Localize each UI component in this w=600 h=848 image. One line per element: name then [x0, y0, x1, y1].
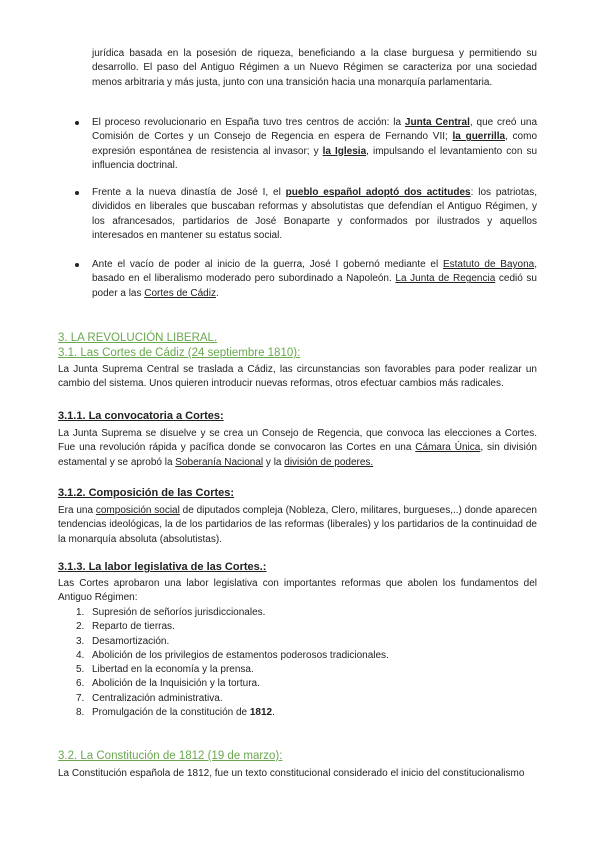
continued-paragraph: jurídica basada en la posesión de riqueza, beneficiando a la clase burguesa y permitiendo su desarrollo. El paso del Antiguo Régimen a un Nuevo Régimen se caracteriza por una sociedad menos arbitraria y más justa, junto con una transición hacia una monarquía parlamentaria.	[92, 48, 537, 88]
link-cortes-cadiz[interactable]: Cortes de Cádiz	[144, 287, 216, 299]
section-title-3-1: 3.1. Las Cortes de Cádiz (24 septiembre 1810):	[58, 347, 301, 359]
heading-3-1-2: 3.1.2. Composición de las Cortes:	[58, 487, 235, 499]
bullet-item-centers: El proceso revolucionario en España tuvo tres centros de acción: la Junta Central, que creó una Comisión de Cortes y un Consejo de Regencia en espera de Fernando VII; la guerrilla, como expresión espontánea de resistencia al invasor; y la Iglesia, impulsando el levantamiento con su influencia doctrinal.	[92, 116, 537, 173]
link-estatuto-bayona[interactable]: Estatuto de Bayona	[442, 259, 535, 270]
list-item: 4. Abolición de los privilegios de estamentos poderosos tradicionales.	[76, 649, 389, 661]
list-item: 8. Promulgación de la constitución de 1812.	[76, 707, 275, 719]
link-pueblo-actitudes[interactable]: pueblo español adoptó dos actitudes	[285, 187, 471, 198]
link-junta-regencia[interactable]: La Junta de Regencia	[395, 273, 496, 285]
link-camara-unica[interactable]: Cámara Única	[415, 442, 481, 454]
heading-3-1-1: 3.1.1. La convocatoria a Cortes:	[58, 410, 224, 422]
bullet-item-power-vacuum: Ante el vacío de poder al inicio de la guerra, José I gobernó mediante el Estatuto de Bayona, basado en el liberalismo moderado pero subordinado a Napoleón. La Junta de Regencia cedió su poder a las Cortes de Cádiz.	[92, 258, 537, 301]
link-la-iglesia[interactable]: la Iglesia	[322, 145, 367, 157]
link-composicion-social[interactable]: composición social	[95, 505, 180, 516]
heading-3-1-3: 3.1.3. La labor legislativa de las Cortes.:	[58, 561, 267, 573]
link-soberania-nacional[interactable]: Soberanía Nacional	[175, 456, 264, 468]
bullet-dot	[75, 263, 79, 267]
section-title-3-2: 3.2. La Constitución de 1812 (19 de marzo):	[58, 750, 283, 762]
link-division-poderes[interactable]: división de poderes.	[284, 456, 374, 468]
list-item: 6. Abolición de la Inquisición y la tortura.	[76, 678, 260, 690]
paragraph-3-1-2: Era una composición social de diputados compleja (Nobleza, Clero, militares, burgueses,..) donde aparecen tendencias ideológicas, la de los partidarios de las reformas (liberales) y los partidarios de la continuidad de la monarquía absoluta (absolutistas).	[58, 505, 537, 545]
link-junta-central[interactable]: Junta Central	[404, 117, 470, 128]
section-title-3: 3. LA REVOLUCIÓN LIBERAL.	[58, 332, 218, 344]
list-item: 3. Desamortización.	[76, 635, 170, 647]
bullet-dot	[75, 191, 79, 195]
list-item: 2. Reparto de tierras.	[76, 621, 175, 633]
bullet-item-attitudes: Frente a la nueva dinastía de José I, el pueblo español adoptó dos actitudes: los patriotas, divididos en liberales que buscaban reformas y absolutistas que defendían el Antiguo Régimen, y los afrancesados, partidarios de José Bonaparte y conformados por ilustrados y aquellos interesados en mantener su estatus social.	[92, 186, 537, 243]
link-la-guerrilla[interactable]: la guerrilla	[452, 131, 506, 143]
paragraph-3-2: La Constitución española de 1812, fue un texto constitucional considerado el inicio del constitucionalismo	[58, 768, 525, 779]
paragraph-3-1-1: La Junta Suprema se disuelve y se crea un Consejo de Regencia, que convoca las elecciones a Cortes. Fue una revolución rápida y pacífica donde se convocaron las Cortes en una Cámara Única, sin división estamental y se aprobó la Soberanía Nacional y la división de poderes.	[58, 428, 537, 468]
bullet-dot	[75, 121, 79, 125]
paragraph-3-1-3: Las Cortes aprobaron una labor legislativa con importantes reformas que abolen los fundamentos del Antiguo Régimen:	[58, 578, 537, 604]
reforms-list	[58, 606, 537, 720]
list-item: 1. Supresión de señoríos jurisdiccionales.	[76, 607, 266, 618]
list-item: 7. Centralización administrativa.	[76, 692, 223, 704]
paragraph-3-1: La Junta Suprema Central se traslada a Cádiz, las circunstancias son favorables para poder realizar un cambio del sistema. Unos quieren introducir nuevas reformas, otros efectuar cambios más radicales.	[58, 364, 537, 390]
list-item: 5. Libertad en la economía y la prensa.	[76, 664, 254, 676]
